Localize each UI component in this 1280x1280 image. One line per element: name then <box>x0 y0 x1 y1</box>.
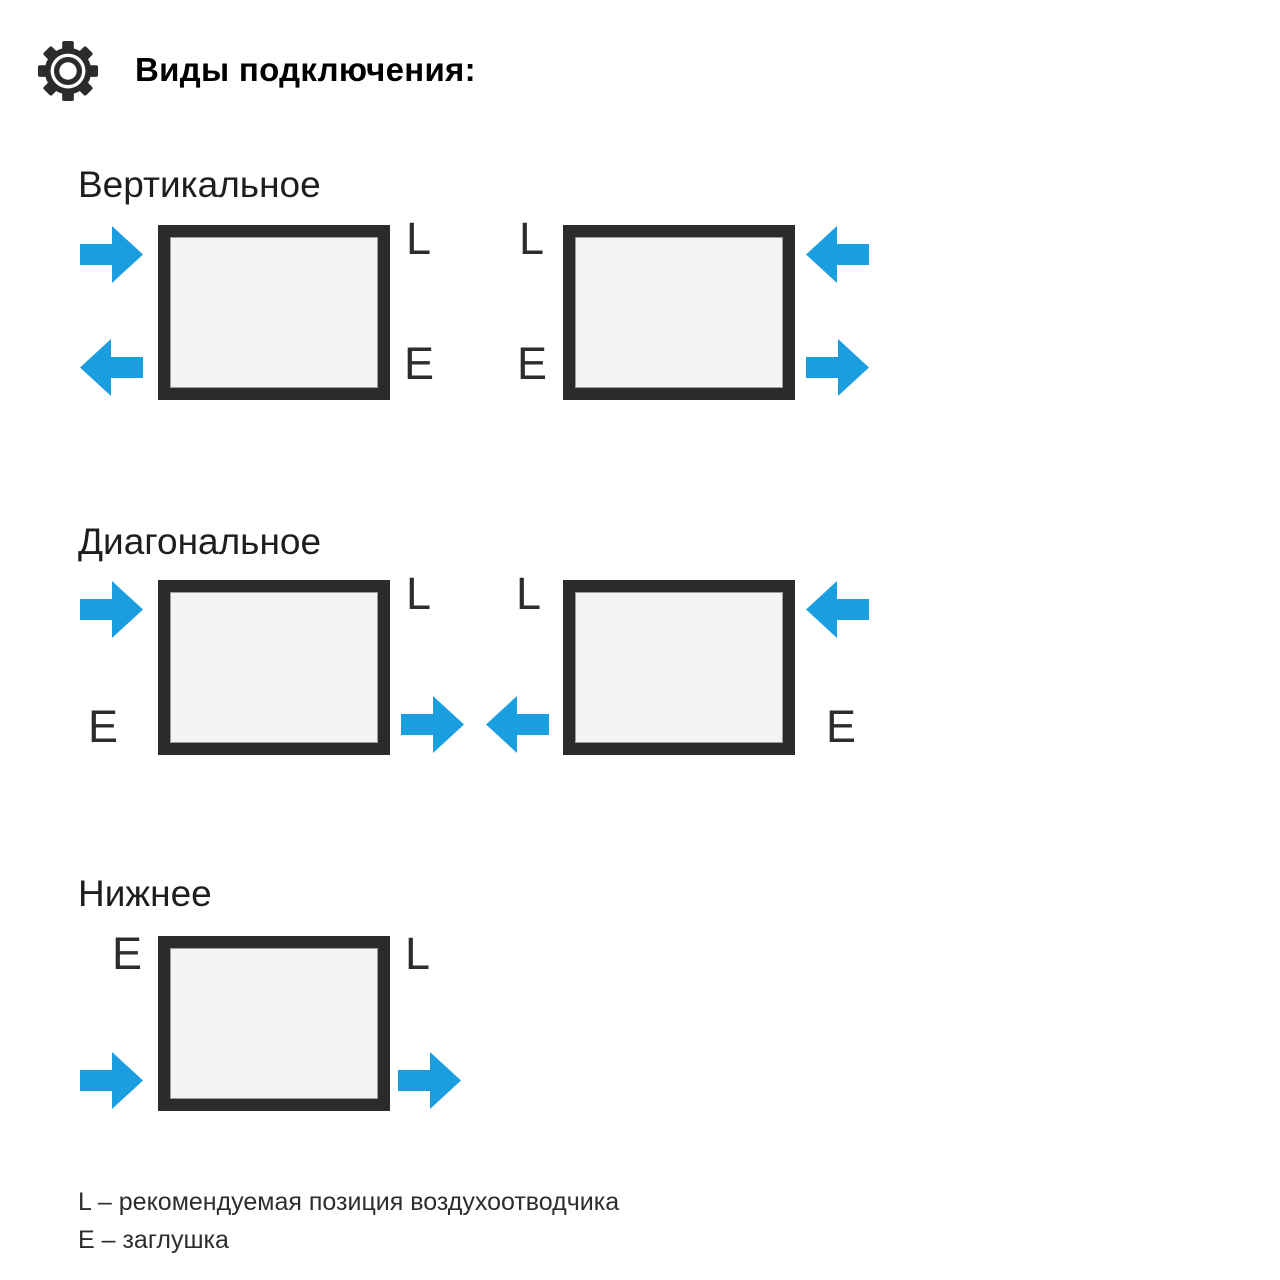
gear-icon <box>37 40 99 102</box>
flow-arrow-outlet-icon <box>401 696 464 753</box>
flow-arrow-outlet-icon <box>806 339 869 396</box>
radiator-rect <box>158 225 390 400</box>
port-label-e: E <box>88 701 119 752</box>
port-label-e: E <box>826 701 857 752</box>
radiator-rect <box>158 936 390 1111</box>
radiator-rect <box>563 225 795 400</box>
port-label-l: L <box>516 568 542 619</box>
port-label-l: L <box>406 213 432 264</box>
flow-arrow-outlet-icon <box>398 1052 461 1109</box>
port-label-l: L <box>519 213 545 264</box>
flow-arrow-inlet-icon <box>80 581 143 638</box>
port-label-e: E <box>112 928 143 979</box>
flow-arrow-outlet-icon <box>80 339 143 396</box>
flow-arrow-inlet-icon <box>806 226 869 283</box>
radiator-rect <box>158 580 390 755</box>
flow-arrow-inlet-icon <box>806 581 869 638</box>
radiator-rect <box>563 580 795 755</box>
flow-arrow-inlet-icon <box>80 226 143 283</box>
section-title-bottom: Нижнее <box>78 873 212 914</box>
legend-line-e: E – заглушка <box>78 1226 229 1254</box>
section-title-diagonal: Диагональное <box>78 521 322 562</box>
flow-arrow-outlet-icon <box>486 696 549 753</box>
port-label-l: L <box>405 928 431 979</box>
legend-line-l: L – рекомендуемая позиция воздухоотводчика <box>78 1188 620 1216</box>
port-label-e: E <box>517 338 548 389</box>
flow-arrow-inlet-icon <box>80 1052 143 1109</box>
section-title-vertical: Вертикальное <box>78 164 321 205</box>
port-label-e: E <box>404 338 435 389</box>
page-title: Виды подключения: <box>135 51 476 88</box>
port-label-l: L <box>406 568 432 619</box>
